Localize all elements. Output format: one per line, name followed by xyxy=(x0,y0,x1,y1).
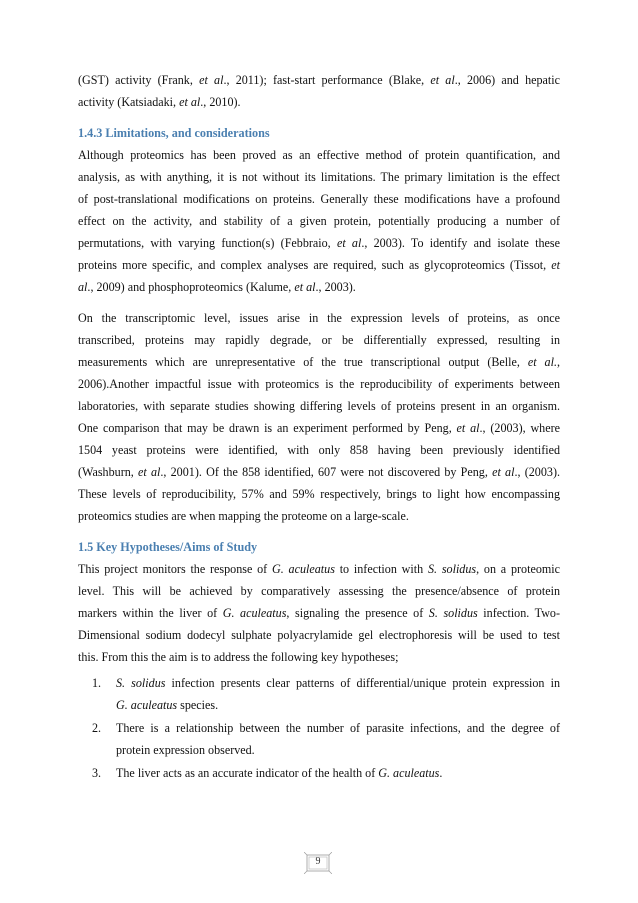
italic-text: et al xyxy=(430,73,455,87)
text-segment: Dimensional sodium dodecyl sulphate polyacrylamide gel electrophoresis will be used to test xyxy=(78,628,560,642)
text-segment: 2006).Another impactful issue with proteomics is the reproducibility of experiments between xyxy=(78,377,560,391)
text-segment: ., 2011); fast-start performance (Blake, xyxy=(223,73,431,87)
text-line xyxy=(78,483,560,505)
text-segment: These levels of reproducibility, 57% and 59% respectively, brings to light how encompassing xyxy=(78,487,560,501)
text-line xyxy=(116,672,560,694)
text-segment: One comparison that may be drawn is an experiment performed by Peng, xyxy=(78,421,457,435)
text-segment: proteins more specific, and complex analyses are required, such as glycoproteomics (Tissot, xyxy=(78,258,552,272)
list-number: 3. xyxy=(92,766,102,780)
section-heading-1-5: 1.5 Key Hypotheses/Aims of Study xyxy=(78,540,258,554)
italic-text: et xyxy=(551,258,560,272)
page-number: 9 xyxy=(315,856,321,867)
text-segment: ., 2003). xyxy=(315,280,356,294)
text-line xyxy=(78,461,560,483)
text-line xyxy=(78,232,560,254)
text-line xyxy=(78,188,560,210)
italic-text: et al xyxy=(179,95,201,109)
text-segment: permutations, with varying function(s) (Febbraio, xyxy=(78,236,337,250)
text-line xyxy=(78,439,560,461)
hypotheses-list xyxy=(78,672,560,784)
text-segment: effect on the activity, and stability of a given protein, potentially producing a number of xyxy=(78,214,560,228)
text-segment: ., 2009) and phosphoproteomics (Kalume, xyxy=(87,280,295,294)
text-line xyxy=(78,329,560,351)
section-heading-1-4-3: 1.4.3 Limitations, and considerations xyxy=(78,126,270,140)
text-line xyxy=(78,646,560,668)
text-segment: ., 2003). To identify and isolate these xyxy=(361,236,560,250)
text-segment: analysis, as with anything, it is not without its limitations. The primary limitation is the effect xyxy=(78,170,560,184)
text-line xyxy=(78,580,560,602)
italic-text: G. aculeatus xyxy=(116,698,178,712)
text-segment: ., 2001). Of the 858 identified, 607 were not discovered by Peng, xyxy=(160,465,493,479)
italic-text: et al xyxy=(294,280,316,294)
document-page xyxy=(78,69,560,785)
text-line xyxy=(78,602,560,624)
hypothesis-item xyxy=(78,762,560,784)
text-line xyxy=(78,166,560,188)
text-line xyxy=(78,417,560,439)
text-line xyxy=(78,69,560,91)
text-segment: ., 2006) and hepatic xyxy=(454,73,560,87)
italic-text: S. solidus xyxy=(427,562,477,576)
italic-text: S. solidus xyxy=(116,676,166,690)
italic-text: S. solidus xyxy=(428,606,478,620)
text-segment: activity (Katsiadaki, xyxy=(78,95,180,109)
text-segment: , signaling the presence of xyxy=(286,606,429,620)
hypothesis-item xyxy=(78,717,560,761)
text-segment: (Washburn, xyxy=(78,465,139,479)
text-line xyxy=(78,91,560,113)
text-segment: This project monitors the response of xyxy=(78,562,272,576)
italic-text: al xyxy=(78,280,88,294)
italic-text: G. aculeatus xyxy=(378,766,440,780)
italic-text: G. aculeatus xyxy=(272,562,335,576)
text-line xyxy=(78,505,560,527)
text-segment: ., 2010). xyxy=(200,95,241,109)
text-segment: measurements which are unrepresentative of the true transcriptional output (Belle, xyxy=(78,355,528,369)
text-line xyxy=(116,762,560,784)
text-line xyxy=(78,254,560,276)
text-segment: transcribed, proteins may rapidly degrade, or be differentially expressed, resulting in xyxy=(78,333,560,347)
text-line xyxy=(116,717,560,739)
text-line xyxy=(78,144,560,166)
text-line xyxy=(78,395,560,417)
text-segment: this. From this the aim is to address the following key hypotheses; xyxy=(78,650,399,664)
text-segment: . xyxy=(439,766,443,780)
text-segment: protein expression observed. xyxy=(116,743,255,757)
text-line xyxy=(78,307,560,329)
text-line xyxy=(78,210,560,232)
text-segment: infection presents clear patterns of differential/unique protein expression in xyxy=(165,676,560,690)
text-segment: , on a proteomic xyxy=(476,562,560,576)
text-segment: markers within the liver of xyxy=(78,606,223,620)
italic-text: et al xyxy=(199,73,224,87)
italic-text: G. aculeatus xyxy=(222,606,287,620)
transcriptomic-paragraph xyxy=(78,307,560,527)
hypothesis-item xyxy=(78,672,560,716)
text-line xyxy=(78,624,560,646)
text-line xyxy=(78,276,560,298)
text-segment: 1504 yeast proteins were identified, with only 858 having been previously identified xyxy=(78,443,560,457)
limitations-paragraph xyxy=(78,144,560,298)
aims-paragraph xyxy=(78,558,560,668)
text-line xyxy=(116,694,560,716)
list-number: 2. xyxy=(92,721,102,735)
italic-text: et al xyxy=(138,465,161,479)
page-number-badge xyxy=(304,852,332,874)
text-line xyxy=(116,739,560,761)
text-line xyxy=(78,558,560,580)
text-segment: , xyxy=(556,355,560,369)
italic-text: et al xyxy=(456,421,480,435)
text-line xyxy=(78,373,560,395)
text-segment: proteomics studies are when mapping the proteome on a large-scale. xyxy=(78,509,409,523)
italic-text: et al xyxy=(492,465,515,479)
text-segment: infection. Two- xyxy=(477,606,560,620)
text-segment: There is a relationship between the number of parasite infections, and the degree of xyxy=(116,721,560,735)
italic-text: et al xyxy=(336,236,362,250)
text-segment: to infection with xyxy=(334,562,428,576)
italic-text: et al. xyxy=(527,355,557,369)
text-segment: laboratories, with separate studies showing differing levels of proteins present in an organism. xyxy=(78,399,560,413)
text-segment: ., (2003), where xyxy=(479,421,560,435)
text-segment: species. xyxy=(177,698,219,712)
text-segment: Although proteomics has been proved as an effective method of protein quantification, and xyxy=(78,148,560,162)
intro-paragraph xyxy=(78,69,560,113)
text-line xyxy=(78,351,560,373)
text-segment: On the transcriptomic level, issues arise in the expression levels of proteins, as once xyxy=(78,311,560,325)
text-segment: The liver acts as an accurate indicator of the health of xyxy=(116,766,379,780)
text-segment: ., (2003). xyxy=(514,465,560,479)
list-number: 1. xyxy=(92,676,102,690)
text-segment: of post-translational modifications on proteins. Generally these modifications have a profound xyxy=(78,192,560,206)
text-segment: (GST) activity (Frank, xyxy=(78,73,200,87)
text-segment: level. This will be achieved by comparatively assessing the presence/absence of protein xyxy=(78,584,560,598)
